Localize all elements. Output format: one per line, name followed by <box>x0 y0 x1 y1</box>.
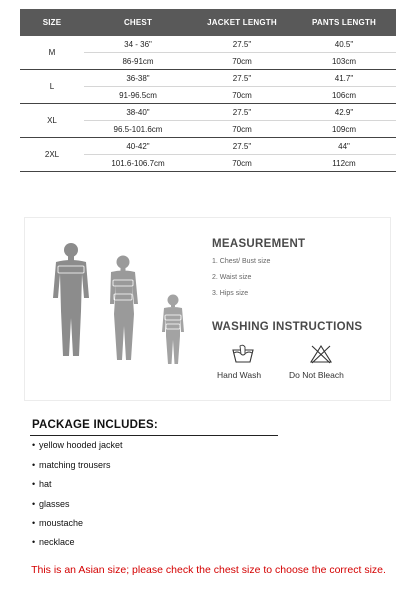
size-chart-table <box>20 9 396 172</box>
table-row <box>20 36 396 53</box>
do-not-bleach-icon <box>309 344 333 364</box>
measurement-item-waist: 2. Waist size <box>212 274 252 281</box>
woman-figure <box>110 256 138 361</box>
pants-inch: 41.7" <box>292 70 396 87</box>
header-jacket-length: JACKET LENGTH <box>192 9 292 36</box>
pants-cm: 112cm <box>292 155 396 172</box>
chest-cm: 86-91cm <box>84 53 192 70</box>
package-item-label: hat <box>39 479 52 489</box>
list-item <box>32 537 75 547</box>
size-chart-header-row <box>20 9 396 36</box>
jacket-cm: 70cm <box>192 121 292 138</box>
chest-inch: 40-42" <box>84 138 192 155</box>
size-label: M <box>20 36 84 70</box>
list-item <box>32 499 70 509</box>
list-item <box>32 518 83 528</box>
measurement-item-chest: 1. Chest/ Bust size <box>212 258 271 265</box>
bullet-icon: • <box>32 537 36 547</box>
pants-inch: 42.9" <box>292 104 396 121</box>
list-item <box>32 440 123 450</box>
measurement-panel <box>24 217 391 401</box>
package-item-label: necklace <box>39 537 75 547</box>
chest-inch: 34 - 36" <box>84 36 192 53</box>
chest-inch: 38-40" <box>84 104 192 121</box>
body-figures-illustration <box>37 236 197 396</box>
chest-cm: 101.6-106.7cm <box>84 155 192 172</box>
table-row <box>20 138 396 155</box>
bullet-icon: • <box>32 518 36 528</box>
header-chest: CHEST <box>84 9 192 36</box>
measurement-item-hips: 3. Hips size <box>212 290 249 297</box>
list-item <box>32 479 52 489</box>
hand-wash-icon <box>230 344 256 364</box>
jacket-inch: 27.5" <box>192 138 292 155</box>
pants-cm: 103cm <box>292 53 396 70</box>
table-row <box>20 70 396 87</box>
chest-cm: 91-96.5cm <box>84 87 192 104</box>
header-pants-length: PANTS LENGTH <box>292 9 396 36</box>
package-title: PACKAGE INCLUDES: <box>32 419 158 431</box>
package-item-label: glasses <box>39 499 70 509</box>
table-row <box>20 104 396 121</box>
washing-title: WASHING INSTRUCTIONS <box>212 321 363 333</box>
bullet-icon: • <box>32 499 36 509</box>
pants-inch: 44" <box>292 138 396 155</box>
man-figure <box>53 243 89 356</box>
chest-cm: 96.5-101.6cm <box>84 121 192 138</box>
do-not-bleach-label: Do Not Bleach <box>289 370 344 380</box>
package-item-label: moustache <box>39 518 84 528</box>
measurement-title: MEASUREMENT <box>212 238 306 250</box>
package-item-label: matching trousers <box>39 460 111 470</box>
bullet-icon: • <box>32 479 36 489</box>
hand-wash-label: Hand Wash <box>217 370 262 380</box>
asian-size-note: This is an Asian size; please check the chest size to choose the correct size. <box>31 564 386 576</box>
size-label: L <box>20 70 84 104</box>
jacket-inch: 27.5" <box>192 104 292 121</box>
chest-inch: 36-38" <box>84 70 192 87</box>
jacket-inch: 27.5" <box>192 70 292 87</box>
jacket-inch: 27.5" <box>192 36 292 53</box>
pants-cm: 106cm <box>292 87 396 104</box>
pants-cm: 109cm <box>292 121 396 138</box>
package-divider <box>30 435 278 436</box>
size-label: XL <box>20 104 84 138</box>
pants-inch: 40.5" <box>292 36 396 53</box>
jacket-cm: 70cm <box>192 87 292 104</box>
list-item <box>32 460 111 470</box>
bullet-icon: • <box>32 440 36 450</box>
jacket-cm: 70cm <box>192 53 292 70</box>
size-label: 2XL <box>20 138 84 172</box>
bullet-icon: • <box>32 460 36 470</box>
package-item-label: yellow hooded jacket <box>39 440 123 450</box>
header-size: SIZE <box>20 9 84 36</box>
jacket-cm: 70cm <box>192 155 292 172</box>
